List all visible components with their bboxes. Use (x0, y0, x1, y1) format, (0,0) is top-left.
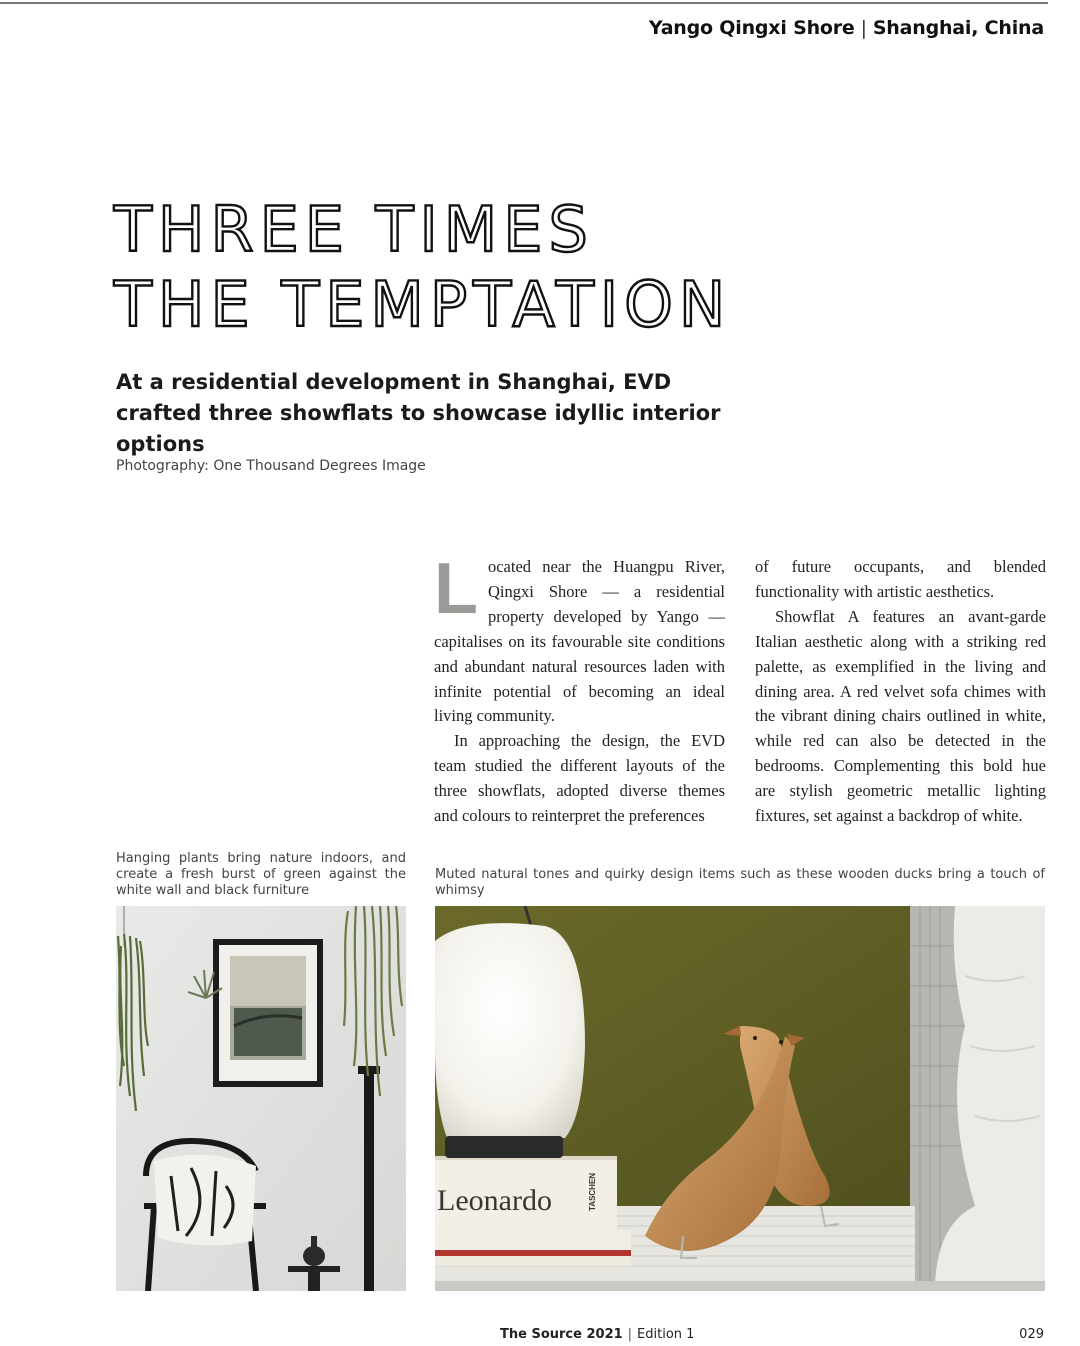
photo-wooden-ducks (435, 906, 1045, 1291)
headline-line-2: THE TEMPTATION (114, 268, 732, 341)
footer-edition: Edition 1 (637, 1327, 695, 1342)
drop-cap: L (434, 549, 478, 629)
photo-hanging-plants-illustration (116, 906, 406, 1291)
book-title: Leonardo (437, 1184, 552, 1217)
body-paragraph-4: Showflat A features an avant-garde Italian aesthetic along with a striking red palette, as exemplified in the living and dining area. A red velvet sofa chimes with the vibrant dining chairs outlined in white, while red can also be detected in the bedrooms. Complementing this bold hue are stylish geometric metallic lighting fixtures, set against a backdrop of white. (755, 606, 1046, 826)
header-separator: | (860, 17, 867, 39)
headline (114, 192, 731, 342)
footer-separator: | (627, 1327, 633, 1342)
page-number: 029 (1019, 1327, 1044, 1342)
footer-magazine-title: The Source 2021 (500, 1327, 623, 1342)
photo-wooden-ducks-illustration (435, 906, 1045, 1291)
photo-hanging-plants (116, 906, 406, 1291)
running-header (649, 17, 1044, 39)
body-paragraph-3: of future occupants, and blended functionality with artistic aesthetics. (755, 557, 1046, 601)
body-paragraph-2: In approaching the design, the EVD team studied the different layouts of the three showflats, adopted diverse themes and colours to reinterpret the preferences (434, 731, 725, 826)
footer-magazine (500, 1327, 694, 1342)
photo-credit: Photography: One Thousand Degrees Image (116, 458, 426, 474)
body-column-2 (755, 555, 1046, 829)
body-column-1 (434, 549, 725, 829)
headline-line-1: THREE TIMES (114, 193, 594, 266)
header-location: Shanghai, China (872, 17, 1044, 39)
top-rule (0, 2, 1048, 4)
caption-left: Hanging plants bring nature indoors, and create a fresh burst of green against the white wall and black furniture (116, 851, 406, 898)
header-project: Yango Qingxi Shore (648, 17, 855, 39)
book-brand: TASCHEN (588, 1172, 597, 1211)
subheadline: At a residential development in Shanghai, EVD crafted three showflats to showcase idyllic interior options (116, 370, 721, 456)
caption-right: Muted natural tones and quirky design items such as these wooden ducks bring a touch of whimsy (435, 867, 1045, 898)
body-paragraph-1: ocated near the Huangpu River, Qingxi Shore — a residential property developed by Yango — capitalises on its favourable site conditions and abundant natural resources laden with infinite potential of becoming an ideal living community. (434, 557, 725, 726)
